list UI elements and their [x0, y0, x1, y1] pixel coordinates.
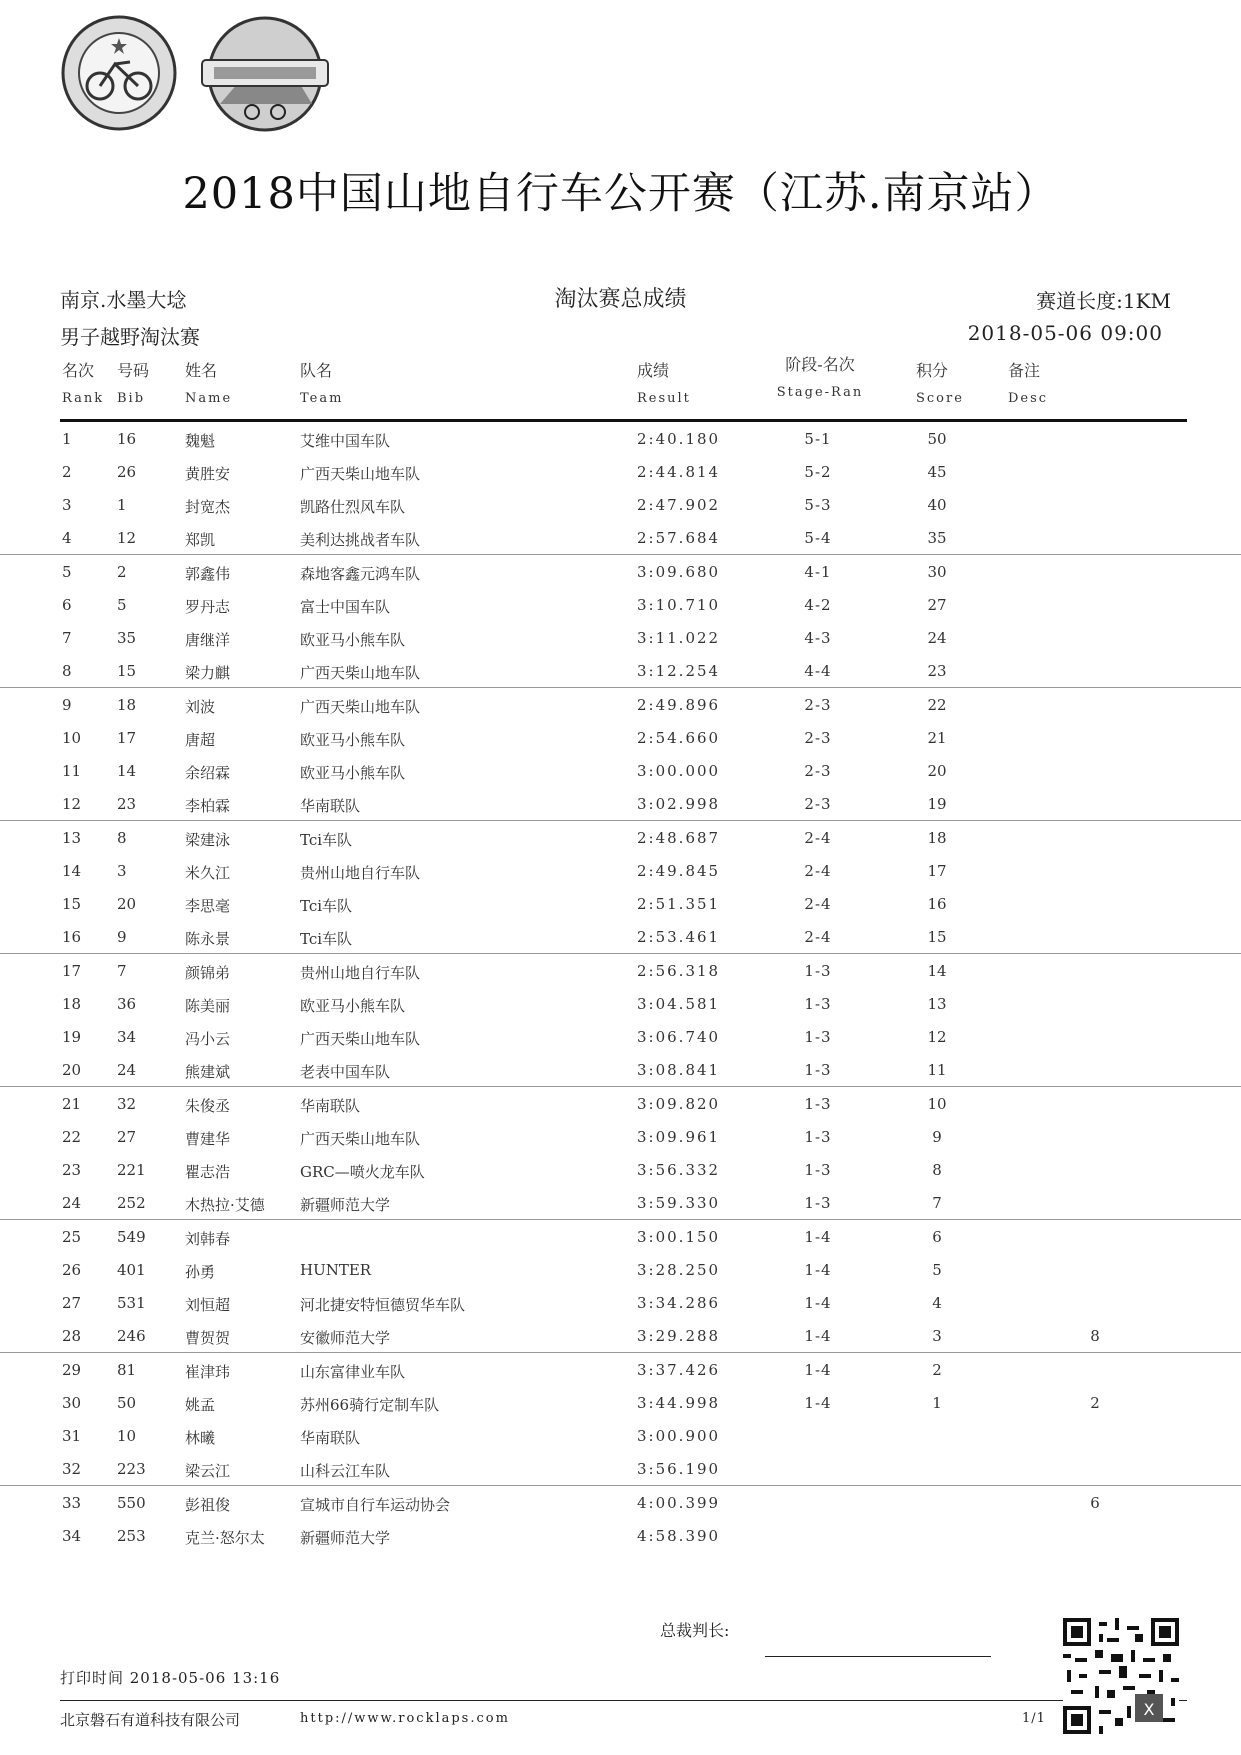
cell-bib: 36 — [117, 995, 137, 1013]
cell-team: 艾维中国车队 — [300, 432, 391, 450]
cell-bib: 20 — [117, 895, 137, 913]
cell-team: 贵州山地自行车队 — [300, 964, 421, 982]
cell-bib: 17 — [117, 729, 137, 747]
cell-name: 梁力麒 — [185, 664, 231, 682]
cell-bib: 3 — [117, 862, 127, 880]
cell-score: 23 — [927, 662, 947, 680]
print-time: 打印时间 2018-05-06 13:16 — [60, 1669, 281, 1687]
cell-team: 广西天柴山地车队 — [300, 1030, 421, 1048]
cell-rank: 11 — [62, 762, 82, 780]
cell-rank: 3 — [62, 496, 72, 514]
event-title: 2018中国山地自行车公开赛（江苏.南京站） — [182, 169, 1059, 219]
cell-bib: 221 — [117, 1161, 146, 1179]
cell-stage: 1-3 — [804, 1095, 832, 1113]
cell-rank: 5 — [62, 563, 72, 581]
table-row — [0, 920, 1241, 953]
cell-bib: 81 — [117, 1361, 137, 1379]
cell-bib: 253 — [117, 1527, 146, 1545]
cell-result: 2:57.684 — [637, 529, 721, 547]
cell-result: 3:28.250 — [637, 1261, 721, 1279]
cell-bib: 401 — [117, 1261, 146, 1279]
cell-rank: 16 — [62, 928, 82, 946]
cell-result: 2:56.318 — [637, 962, 721, 980]
cell-rank: 7 — [62, 629, 72, 647]
cell-team: 美利达挑战者车队 — [300, 531, 421, 549]
cell-result: 2:51.351 — [637, 895, 721, 913]
cell-result: 2:47.902 — [637, 496, 721, 514]
cell-name: 颜锦弟 — [185, 964, 231, 982]
cell-name: 冯小云 — [185, 1030, 231, 1048]
cell-rank: 8 — [62, 662, 72, 680]
race-datetime: 2018-05-06 09:00 — [967, 321, 1163, 345]
cell-rank: 27 — [62, 1294, 82, 1312]
svg-text:X: X — [1143, 1699, 1155, 1719]
cell-name: 刘波 — [185, 698, 216, 716]
cell-name: 姚孟 — [185, 1396, 216, 1414]
table-header — [0, 355, 1241, 420]
cell-team: 山东富律业车队 — [300, 1363, 406, 1381]
cell-stage: 1-4 — [804, 1294, 832, 1312]
cell-stage: 1-3 — [804, 1061, 832, 1079]
cell-name: 唐继洋 — [185, 631, 231, 649]
col-score: 积分 Score — [916, 361, 964, 406]
cell-name: 黄胜安 — [185, 465, 231, 483]
cell-desc: 6 — [1090, 1494, 1100, 1512]
footer-divider — [60, 1700, 1187, 1701]
cell-score: 21 — [927, 729, 947, 747]
cell-rank: 17 — [62, 962, 82, 980]
table-row — [0, 1386, 1241, 1419]
cell-bib: 223 — [117, 1460, 146, 1478]
cell-name: 熊建斌 — [185, 1063, 231, 1081]
cell-bib: 18 — [117, 696, 137, 714]
cell-rank: 24 — [62, 1194, 82, 1212]
company-name: 北京磐石有道科技有限公司 — [60, 1711, 241, 1729]
cell-team: 宣城市自行车运动协会 — [300, 1496, 451, 1514]
cell-rank: 14 — [62, 862, 82, 880]
cell-team: 苏州66骑行定制车队 — [300, 1396, 440, 1414]
cell-result: 3:12.254 — [637, 662, 721, 680]
cell-team: 安徽师范大学 — [300, 1329, 391, 1347]
cell-bib: 7 — [117, 962, 127, 980]
cell-stage: 1-4 — [804, 1327, 832, 1345]
cell-bib: 2 — [117, 563, 127, 581]
cell-team: Tci车队 — [300, 930, 353, 948]
cell-name: 李思毫 — [185, 897, 231, 915]
cell-stage: 1-4 — [804, 1394, 832, 1412]
cell-name: 彭祖俊 — [185, 1496, 231, 1514]
cell-result: 3:29.288 — [637, 1327, 721, 1345]
cell-team: Tci车队 — [300, 831, 353, 849]
cell-score: 13 — [927, 995, 947, 1013]
cell-team: Tci车队 — [300, 897, 353, 915]
cell-bib: 50 — [117, 1394, 137, 1412]
cell-name: 余绍霖 — [185, 764, 231, 782]
cell-result: 3:44.998 — [637, 1394, 721, 1412]
venue: 南京.水墨大埝 — [60, 288, 187, 312]
cell-name: 瞿志浩 — [185, 1163, 231, 1181]
page-indicator: 1/1 — [1022, 1711, 1046, 1726]
cell-stage: 2-3 — [804, 762, 832, 780]
cell-stage: 1-4 — [804, 1361, 832, 1379]
table-row — [0, 554, 1241, 588]
cell-result: 3:09.961 — [637, 1128, 721, 1146]
cell-rank: 33 — [62, 1494, 82, 1512]
signature-line — [765, 1656, 991, 1657]
cell-result: 2:48.687 — [637, 829, 721, 847]
cell-name: 刘韩春 — [185, 1230, 231, 1248]
cell-rank: 28 — [62, 1327, 82, 1345]
table-row — [0, 455, 1241, 488]
cell-score: 11 — [927, 1061, 947, 1079]
cell-bib: 9 — [117, 928, 127, 946]
cell-team: 富士中国车队 — [300, 598, 391, 616]
cca-logo — [60, 14, 178, 132]
cell-rank: 4 — [62, 529, 72, 547]
cell-rank: 32 — [62, 1460, 82, 1478]
table-row — [0, 1485, 1241, 1519]
cell-result: 2:54.660 — [637, 729, 721, 747]
cell-rank: 30 — [62, 1394, 82, 1412]
cell-stage: 2-3 — [804, 696, 832, 714]
cell-stage: 1-3 — [804, 1028, 832, 1046]
cell-team: 华南联队 — [300, 797, 361, 815]
cell-result: 3:56.190 — [637, 1460, 721, 1478]
cell-result: 3:08.841 — [637, 1061, 721, 1079]
table-row — [0, 721, 1241, 754]
qr-code — [1063, 1618, 1179, 1734]
table-row — [0, 1286, 1241, 1319]
cell-name: 崔津玮 — [185, 1363, 231, 1381]
cell-team: 广西天柴山地车队 — [300, 698, 421, 716]
cell-bib: 24 — [117, 1061, 137, 1079]
cell-stage: 5-3 — [804, 496, 832, 514]
cell-stage: 5-4 — [804, 529, 832, 547]
cell-name: 曹贺贺 — [185, 1329, 231, 1347]
cell-rank: 19 — [62, 1028, 82, 1046]
cell-bib: 8 — [117, 829, 127, 847]
cell-result: 3:02.998 — [637, 795, 721, 813]
cell-stage: 4-4 — [804, 662, 832, 680]
cell-team: 老表中国车队 — [300, 1063, 391, 1081]
cell-score: 45 — [927, 463, 947, 481]
chief-judge-label: 总裁判长: — [660, 1621, 730, 1640]
cell-team: 贵州山地自行车队 — [300, 864, 421, 882]
cell-bib: 15 — [117, 662, 137, 680]
cell-stage: 1-3 — [804, 995, 832, 1013]
cell-name: 梁建泳 — [185, 831, 231, 849]
cell-rank: 15 — [62, 895, 82, 913]
cell-score: 9 — [932, 1128, 942, 1146]
table-row — [0, 887, 1241, 920]
col-bib: 号码 Bib — [117, 361, 150, 406]
table-row — [0, 521, 1241, 554]
cell-bib: 32 — [117, 1095, 137, 1113]
table-row — [0, 1352, 1241, 1386]
cell-team: 广西天柴山地车队 — [300, 664, 421, 682]
cell-name: 刘恒超 — [185, 1296, 231, 1314]
cell-rank: 31 — [62, 1427, 82, 1445]
cell-desc: 8 — [1090, 1327, 1100, 1345]
cell-rank: 1 — [62, 430, 72, 448]
col-desc: 备注 Desc — [1008, 361, 1049, 406]
cell-stage: 1-3 — [804, 962, 832, 980]
cell-team: 山科云江车队 — [300, 1462, 391, 1480]
cell-team: 欧亚马小熊车队 — [300, 731, 406, 749]
cell-stage: 1-3 — [804, 1161, 832, 1179]
cell-result: 3:00.000 — [637, 762, 721, 780]
cell-team: 欧亚马小熊车队 — [300, 764, 406, 782]
cell-score: 10 — [927, 1095, 947, 1113]
cell-score: 24 — [927, 629, 947, 647]
cell-score: 18 — [927, 829, 947, 847]
cell-rank: 20 — [62, 1061, 82, 1079]
table-row — [0, 1419, 1241, 1452]
race-title: 淘汰赛总成绩 — [554, 287, 687, 312]
table-row — [0, 621, 1241, 654]
cell-bib: 23 — [117, 795, 137, 813]
table-row — [0, 1253, 1241, 1286]
cell-team: 华南联队 — [300, 1097, 361, 1115]
cell-stage: 4-2 — [804, 596, 832, 614]
cell-rank: 2 — [62, 463, 72, 481]
table-row — [0, 987, 1241, 1020]
cell-bib: 35 — [117, 629, 137, 647]
cell-result: 4:00.399 — [637, 1494, 721, 1512]
cell-stage: 2-4 — [804, 829, 832, 847]
cell-stage: 1-4 — [804, 1261, 832, 1279]
cell-bib: 10 — [117, 1427, 137, 1445]
cell-rank: 18 — [62, 995, 82, 1013]
table-row — [0, 1086, 1241, 1120]
cell-bib: 16 — [117, 430, 137, 448]
table-row — [0, 1452, 1241, 1485]
cell-score: 4 — [932, 1294, 942, 1312]
cell-rank: 13 — [62, 829, 82, 847]
cell-result: 3:59.330 — [637, 1194, 721, 1212]
cell-rank: 6 — [62, 596, 72, 614]
cell-result: 3:10.710 — [637, 596, 721, 614]
cell-bib: 26 — [117, 463, 137, 481]
table-row — [0, 422, 1241, 455]
cell-bib: 246 — [117, 1327, 146, 1345]
cell-name: 封宽杰 — [185, 498, 231, 516]
course-length: 赛道长度:1KM — [1036, 289, 1171, 313]
cell-desc: 2 — [1090, 1394, 1100, 1412]
cell-result: 3:06.740 — [637, 1028, 721, 1046]
cell-team: 森地客鑫元鸿车队 — [300, 565, 421, 583]
cell-score: 16 — [927, 895, 947, 913]
cell-team: GRC—喷火龙车队 — [300, 1163, 425, 1181]
cell-result: 2:40.180 — [637, 430, 721, 448]
cell-team: 广西天柴山地车队 — [300, 1130, 421, 1148]
cell-name: 林曦 — [185, 1429, 216, 1447]
race-category: 男子越野淘汰赛 — [60, 325, 200, 349]
cell-bib: 5 — [117, 596, 127, 614]
cell-rank: 26 — [62, 1261, 82, 1279]
cell-result: 3:09.820 — [637, 1095, 721, 1113]
cell-score: 19 — [927, 795, 947, 813]
cell-name: 唐超 — [185, 731, 216, 749]
table-row — [0, 854, 1241, 887]
cell-stage: 5-1 — [804, 430, 832, 448]
table-row — [0, 953, 1241, 987]
table-row — [0, 1053, 1241, 1086]
cell-score: 7 — [932, 1194, 942, 1212]
mtb-open-logo — [190, 14, 340, 134]
cell-stage: 4-1 — [804, 563, 832, 581]
cell-score: 30 — [927, 563, 947, 581]
cell-rank: 23 — [62, 1161, 82, 1179]
table-row — [0, 1319, 1241, 1352]
table-row — [0, 1519, 1241, 1552]
col-result: 成绩 Result — [637, 361, 691, 406]
cell-name: 陈美丽 — [185, 997, 231, 1015]
results-table — [0, 422, 1241, 1552]
col-team: 队名 Team — [300, 361, 344, 406]
cell-score: 27 — [927, 596, 947, 614]
cell-result: 2:44.814 — [637, 463, 721, 481]
cell-rank: 25 — [62, 1228, 82, 1246]
cell-result: 3:00.900 — [637, 1427, 721, 1445]
cell-name: 罗丹志 — [185, 598, 231, 616]
cell-score: 35 — [927, 529, 947, 547]
cell-result: 3:37.426 — [637, 1361, 721, 1379]
cell-result: 3:09.680 — [637, 563, 721, 581]
table-row — [0, 1020, 1241, 1053]
cell-team: 华南联队 — [300, 1429, 361, 1447]
cell-score: 2 — [932, 1361, 942, 1379]
cell-stage: 5-2 — [804, 463, 832, 481]
cell-name: 米久江 — [185, 864, 231, 882]
table-row — [0, 1120, 1241, 1153]
col-rank: 名次 Rank — [62, 361, 105, 406]
table-row — [0, 588, 1241, 621]
cell-result: 3:00.150 — [637, 1228, 721, 1246]
cell-name: 梁云江 — [185, 1462, 231, 1480]
cell-score: 12 — [927, 1028, 947, 1046]
cell-result: 3:56.332 — [637, 1161, 721, 1179]
cell-score: 20 — [927, 762, 947, 780]
cell-stage: 2-4 — [804, 928, 832, 946]
cell-rank: 21 — [62, 1095, 82, 1113]
cell-team: 欧亚马小熊车队 — [300, 631, 406, 649]
table-row — [0, 488, 1241, 521]
cell-name: 克兰·怒尔太 — [185, 1529, 265, 1547]
cell-score: 17 — [927, 862, 947, 880]
cell-score: 15 — [927, 928, 947, 946]
website-link[interactable]: http://www.rocklaps.com — [300, 1711, 510, 1726]
cell-name: 郭鑫伟 — [185, 565, 231, 583]
cell-stage: 1-4 — [804, 1228, 832, 1246]
cell-rank: 12 — [62, 795, 82, 813]
cell-name: 陈永景 — [185, 930, 231, 948]
cell-score: 3 — [932, 1327, 942, 1345]
cell-team: 新疆师范大学 — [300, 1529, 391, 1547]
cell-score: 40 — [927, 496, 947, 514]
cell-score: 50 — [927, 430, 947, 448]
cell-name: 郑凯 — [185, 531, 216, 549]
cell-result: 2:49.896 — [637, 696, 721, 714]
cell-bib: 531 — [117, 1294, 146, 1312]
cell-name: 魏魁 — [185, 432, 216, 450]
cell-result: 3:11.022 — [637, 629, 721, 647]
cell-score: 14 — [927, 962, 947, 980]
cell-name: 木热拉·艾德 — [185, 1196, 265, 1214]
cell-team: 凯路仕烈风车队 — [300, 498, 406, 516]
cell-team: 广西天柴山地车队 — [300, 465, 421, 483]
cell-stage: 4-3 — [804, 629, 832, 647]
cell-rank: 9 — [62, 696, 72, 714]
col-stage: 阶段-名次 Stage-Ran — [776, 355, 864, 400]
table-row — [0, 1219, 1241, 1253]
cell-rank: 10 — [62, 729, 82, 747]
cell-stage: 1-3 — [804, 1194, 832, 1212]
cell-result: 2:53.461 — [637, 928, 721, 946]
cell-score: 5 — [932, 1261, 942, 1279]
cell-bib: 34 — [117, 1028, 137, 1046]
table-row — [0, 1186, 1241, 1219]
table-row — [0, 687, 1241, 721]
cell-rank: 29 — [62, 1361, 82, 1379]
cell-stage: 2-3 — [804, 795, 832, 813]
cell-score: 6 — [932, 1228, 942, 1246]
cell-name: 孙勇 — [185, 1263, 216, 1281]
table-row — [0, 1153, 1241, 1186]
cell-stage: 2-3 — [804, 729, 832, 747]
cell-result: 3:34.286 — [637, 1294, 721, 1312]
cell-bib: 27 — [117, 1128, 137, 1146]
table-row — [0, 754, 1241, 787]
cell-stage: 2-4 — [804, 862, 832, 880]
cell-result: 4:58.390 — [637, 1527, 721, 1545]
cell-team: HUNTER — [300, 1261, 372, 1279]
cell-bib: 12 — [117, 529, 137, 547]
cell-team: 河北捷安特恒德贸华车队 — [300, 1296, 466, 1314]
cell-bib: 550 — [117, 1494, 146, 1512]
cell-bib: 14 — [117, 762, 137, 780]
cell-bib: 252 — [117, 1194, 146, 1212]
cell-score: 22 — [927, 696, 947, 714]
cell-result: 3:04.581 — [637, 995, 721, 1013]
cell-team: 欧亚马小熊车队 — [300, 997, 406, 1015]
cell-result: 2:49.845 — [637, 862, 721, 880]
table-row — [0, 787, 1241, 820]
cell-name: 李柏霖 — [185, 797, 231, 815]
cell-score: 1 — [932, 1394, 942, 1412]
cell-bib: 549 — [117, 1228, 146, 1246]
cell-bib: 1 — [117, 496, 127, 514]
cell-rank: 34 — [62, 1527, 82, 1545]
cell-stage: 2-4 — [804, 895, 832, 913]
table-row — [0, 820, 1241, 854]
cell-name: 朱俊丞 — [185, 1097, 231, 1115]
cell-name: 曹建华 — [185, 1130, 231, 1148]
cell-team: 新疆师范大学 — [300, 1196, 391, 1214]
cell-score: 8 — [932, 1161, 942, 1179]
col-name: 姓名 Name — [185, 361, 233, 406]
table-row — [0, 654, 1241, 687]
cell-rank: 22 — [62, 1128, 82, 1146]
cell-stage: 1-3 — [804, 1128, 832, 1146]
